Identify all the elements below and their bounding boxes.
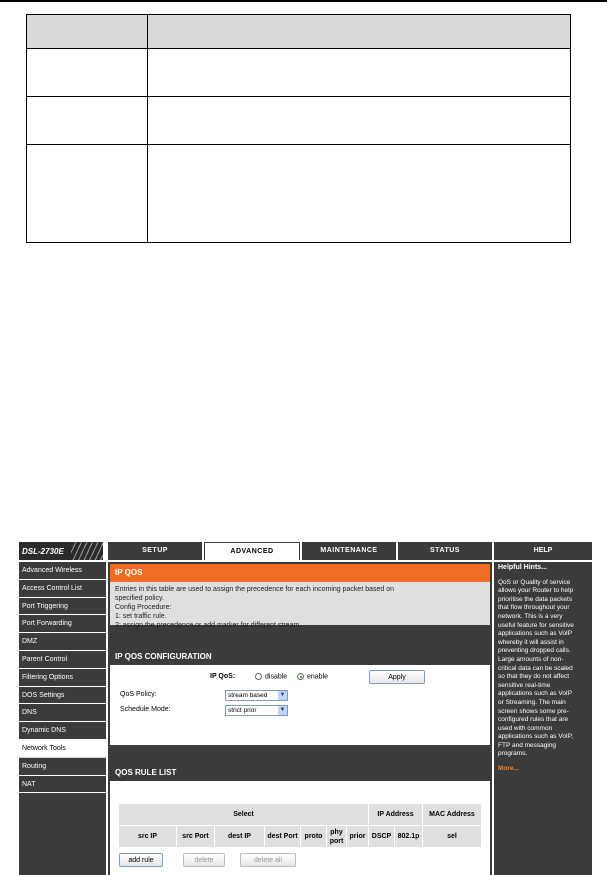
sidebar-item-dmz[interactable]: DMZ [19, 633, 106, 651]
apply-button[interactable]: Apply [369, 670, 425, 684]
ipqos-panel [110, 564, 490, 629]
tab-status[interactable]: STATUS [398, 542, 492, 560]
table-column-header-row [119, 826, 482, 848]
schedule-mode-select[interactable]: strict prior ▼ [225, 705, 288, 716]
radio-enable-group[interactable]: enable [297, 673, 328, 680]
col-8021p: 802.1p [395, 826, 423, 848]
chevron-down-icon: ▼ [279, 707, 286, 713]
col-dest-port: dest Port [265, 826, 301, 848]
sidebar-item-filtering-options[interactable]: Filtering Options [19, 669, 106, 687]
qos-rule-table [118, 803, 482, 848]
ipqos-label: IP QoS: [210, 673, 236, 680]
sidebar [19, 562, 106, 875]
table-row [27, 97, 571, 145]
table-row [27, 145, 571, 243]
logo-text: DSL-2730E [22, 547, 64, 556]
delete-button[interactable]: delete [183, 853, 225, 867]
radio-disable[interactable] [255, 673, 262, 680]
tab-advanced[interactable]: ADVANCED [204, 542, 300, 560]
col-dest-ip: dest IP [215, 826, 265, 848]
sidebar-item-advanced-wireless[interactable]: Advanced Wireless [19, 562, 106, 580]
radio-disable-group[interactable]: disable [255, 673, 287, 680]
rule-list-panel [110, 764, 490, 875]
sidebar-item-dynamic-dns[interactable]: Dynamic DNS [19, 722, 106, 740]
table-header-row [27, 15, 571, 49]
sidebar-item-network-tools[interactable]: Network Tools [19, 740, 106, 758]
sidebar-item-routing[interactable]: Routing [19, 758, 106, 776]
top-rule [0, 0, 607, 2]
col-prior: prior [347, 826, 369, 848]
col-src-port: src Port [177, 826, 215, 848]
intro-text: Entries in this table are used to assign the precedence for each incoming packet based on specified policy. Config Procedure: 1: set traffic rule. 2: assign the precedence or add marker for different stream. [110, 582, 490, 625]
table-row [27, 49, 571, 97]
delete-all-button[interactable]: delete all [240, 853, 296, 867]
col-src-ip: src IP [119, 826, 177, 848]
config-panel [110, 648, 490, 745]
help-title: Helpful Hints... [498, 564, 547, 571]
policy-label: QoS Policy: [120, 691, 157, 698]
logo-stripes [71, 542, 103, 560]
sidebar-item-parent-control[interactable]: Parent Control [19, 651, 106, 669]
qos-policy-select[interactable]: stream based ▼ [225, 690, 288, 701]
table-group-header-row [119, 804, 482, 826]
more-link[interactable]: More... [498, 765, 519, 773]
router-screenshot [19, 542, 592, 875]
group-mac-address: MAC Address [423, 804, 482, 826]
tab-help[interactable]: HELP [494, 542, 592, 560]
group-ip-address: IP Address [369, 804, 423, 826]
sidebar-item-dns[interactable]: DNS [19, 704, 106, 722]
radio-enable[interactable] [297, 673, 304, 680]
add-rule-button[interactable]: add rule [119, 853, 163, 867]
tab-maintenance[interactable]: MAINTENANCE [302, 542, 396, 560]
chevron-down-icon: ▼ [279, 692, 286, 698]
section-title: IP QOS CONFIGURATION [110, 648, 490, 665]
main-content [108, 562, 492, 875]
section-title: QOS RULE LIST [110, 764, 490, 781]
sidebar-item-nat[interactable]: NAT [19, 776, 106, 794]
col-phy-port: phy port [327, 826, 347, 848]
col-sel: sel [423, 826, 482, 848]
sidebar-item-access-control-list[interactable]: Access Control List [19, 580, 106, 598]
tab-setup[interactable]: SETUP [108, 542, 202, 560]
col-proto: proto [301, 826, 327, 848]
top-tabs [108, 542, 492, 560]
helpful-hints-panel: Helpful Hints... QoS or Quality of service allows your Router to help prioritise the data packets that flow throughout your network. This is a very useful feature for sensitive applications such as VoIP whereby it will assist in preventing dropped calls. Large amounts of non- critical data can be scaled so that they do not affect sensitive real-time applications such as VoIP or Streaming. The main screen shows some pre- configured rules that are used with common applications such as VoIP, FTP and messaging programs. More... [494, 562, 592, 875]
section-title: IP QOS [110, 564, 490, 582]
sidebar-item-port-triggering[interactable]: Port Triggering [19, 598, 106, 616]
document-table [26, 14, 571, 243]
group-select: Select [119, 804, 369, 826]
sidebar-item-port-forwarding[interactable]: Port Forwarding [19, 615, 106, 633]
schedule-label: Schedule Mode: [120, 706, 171, 713]
col-dscp: DSCP [369, 826, 395, 848]
sidebar-item-dos-settings[interactable]: DOS Settings [19, 687, 106, 705]
